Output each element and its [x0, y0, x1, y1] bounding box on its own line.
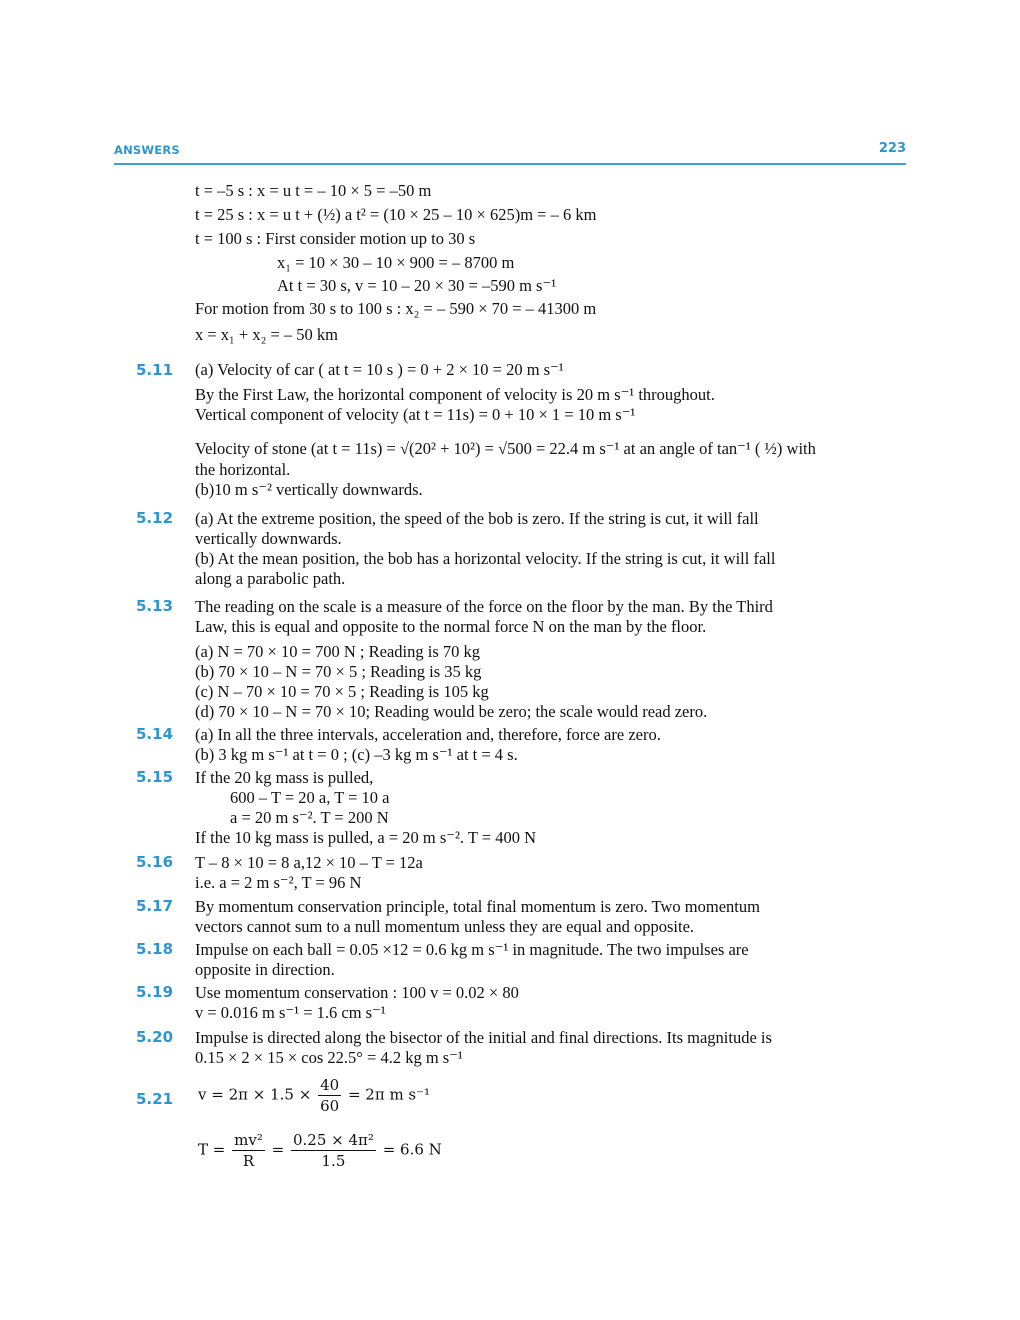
page-number: 223: [878, 141, 906, 156]
denominator: 1.5: [321, 1152, 346, 1170]
answer-line: Law, this is equal and opposite to the normal force N on the man by the floor.: [195, 617, 707, 636]
question-number: 5.11: [136, 361, 174, 379]
fraction: [318, 1075, 341, 1116]
answer-line: By the First Law, the horizontal component of velocity is 20 m s⁻¹ throughout.: [195, 385, 715, 404]
question-number: 5.13: [136, 597, 174, 615]
equation-text: v = 2π × 1.5 ×: [198, 1085, 312, 1104]
numerator: 0.25 × 4π²: [292, 1131, 374, 1149]
answer-line: For motion from 30 s to 100 s : x₂ = – 590 × 70 = – 41300 m: [195, 299, 597, 318]
answer-line: Vertical component of velocity (at t = 11s) = 0 + 10 × 1 = 10 m s⁻¹: [195, 405, 636, 424]
answer-line: the horizontal.: [195, 460, 291, 479]
answer-line: By momentum conservation principle, total final momentum is zero. Two momentum: [195, 897, 760, 916]
answer-line: x₁ = 10 × 30 – 10 × 900 = – 8700 m: [277, 253, 515, 272]
answer-line: If the 10 kg mass is pulled, a = 20 m s⁻². T = 400 N: [195, 828, 537, 847]
answer-line: 0.15 × 2 × 15 × cos 22.5° = 4.2 kg m s⁻¹: [195, 1048, 463, 1067]
answer-line: x = x₁ + x₂ = – 50 km: [195, 325, 339, 344]
answer-line: If the 20 kg mass is pulled,: [195, 768, 374, 787]
answer-line: (c) N – 70 × 10 = 70 × 5 ; Reading is 105 kg: [195, 682, 489, 701]
answer-line: t = –5 s : x = u t = – 10 × 5 = –50 m: [195, 181, 432, 200]
answer-line: v = 0.016 m s⁻¹ = 1.6 cm s⁻¹: [195, 1003, 386, 1022]
velocity-equation: [198, 1075, 898, 1116]
equation-text: = 6.6 N: [382, 1140, 442, 1159]
answer-line: Velocity of stone (at t = 11s) = √(20² + 10²) = √500 = 22.4 m s⁻¹ at an angle of tan⁻¹ ( ½) with: [195, 439, 816, 458]
answer-line: along a parabolic path.: [195, 569, 346, 588]
answer-line: a = 20 m s⁻². T = 200 N: [230, 808, 389, 827]
question-number: 5.15: [136, 768, 174, 786]
answer-line: Impulse is directed along the bisector of the initial and final directions. Its magnitude is: [195, 1028, 772, 1047]
answer-line: At t = 30 s, v = 10 – 20 × 30 = –590 m s⁻¹: [277, 276, 557, 295]
question-number: 5.17: [136, 897, 174, 915]
answer-line: vectors cannot sum to a null momentum unless they are equal and opposite.: [195, 917, 695, 936]
question-number: 5.14: [136, 725, 174, 743]
answer-line: t = 25 s : x = u t + (½) a t² = (10 × 25 – 10 × 625)m = – 6 km: [195, 205, 597, 224]
question-number: 5.18: [136, 940, 174, 958]
answer-line: (b)10 m s⁻² vertically downwards.: [195, 480, 423, 499]
answer-line: (a) In all the three intervals, acceleration and, therefore, force are zero.: [195, 725, 661, 744]
numerator: 40: [320, 1076, 340, 1094]
answer-line: vertically downwards.: [195, 529, 342, 548]
answer-line: 600 – T = 20 a, T = 10 a: [230, 788, 390, 807]
numerator: mv²: [234, 1131, 263, 1149]
tension-equation: T = $\frac{\text{mv²}}{R}$ = $\frac{\text{0.25 × 4π²}}{1.5}$ = 6.6 N: [198, 1131, 442, 1170]
question-number: 5.19: [136, 983, 174, 1001]
answer-line: (b) 70 × 10 – N = 70 × 5 ; Reading is 35 kg: [195, 662, 482, 681]
answer-line: (b) At the mean position, the bob has a horizontal velocity. If the string is cut, it will fall: [195, 549, 776, 568]
answer-line: The reading on the scale is a measure of the force on the floor by the man. By the Third: [195, 597, 773, 616]
answer-line: Use momentum conservation : 100 v = 0.02 × 80: [195, 983, 519, 1002]
question-number: 5.20: [136, 1028, 174, 1046]
answer-line: (a) N = 70 × 10 = 700 N ; Reading is 70 kg: [195, 642, 481, 661]
answer-line: opposite in direction.: [195, 960, 335, 979]
answer-line: t = 100 s : First consider motion up to 30 s: [195, 229, 476, 248]
equation-text: = 2π m s⁻¹: [347, 1085, 431, 1104]
section-title: ANSWERS: [114, 143, 180, 157]
answer-line: (d) 70 × 10 – N = 70 × 10; Reading would be zero; the scale would read zero.: [195, 702, 708, 721]
answer-line: Impulse on each ball = 0.05 ×12 = 0.6 kg m s⁻¹ in magnitude. The two impulses are: [195, 940, 749, 959]
answer-line: T – 8 × 10 = 8 a,12 × 10 – T = 12a: [195, 853, 423, 872]
question-number: 5.16: [136, 853, 174, 871]
fraction: [232, 1130, 265, 1171]
denominator: R: [242, 1152, 255, 1170]
fraction: [291, 1130, 376, 1171]
question-number: 5.21: [136, 1090, 174, 1108]
question-number: 5.12: [136, 509, 174, 527]
denominator: 60: [320, 1097, 340, 1115]
equation-text: T =: [198, 1140, 226, 1159]
page-header: [114, 141, 906, 165]
answer-line: i.e. a = 2 m s⁻², T = 96 N: [195, 873, 362, 892]
answer-line: (a) At the extreme position, the speed of the bob is zero. If the string is cut, it will fall: [195, 509, 759, 528]
answer-line: (a) Velocity of car ( at t = 10 s ) = 0 + 2 × 10 = 20 m s⁻¹: [195, 360, 564, 379]
answer-line: (b) 3 kg m s⁻¹ at t = 0 ; (c) –3 kg m s⁻¹ at t = 4 s.: [195, 745, 518, 764]
